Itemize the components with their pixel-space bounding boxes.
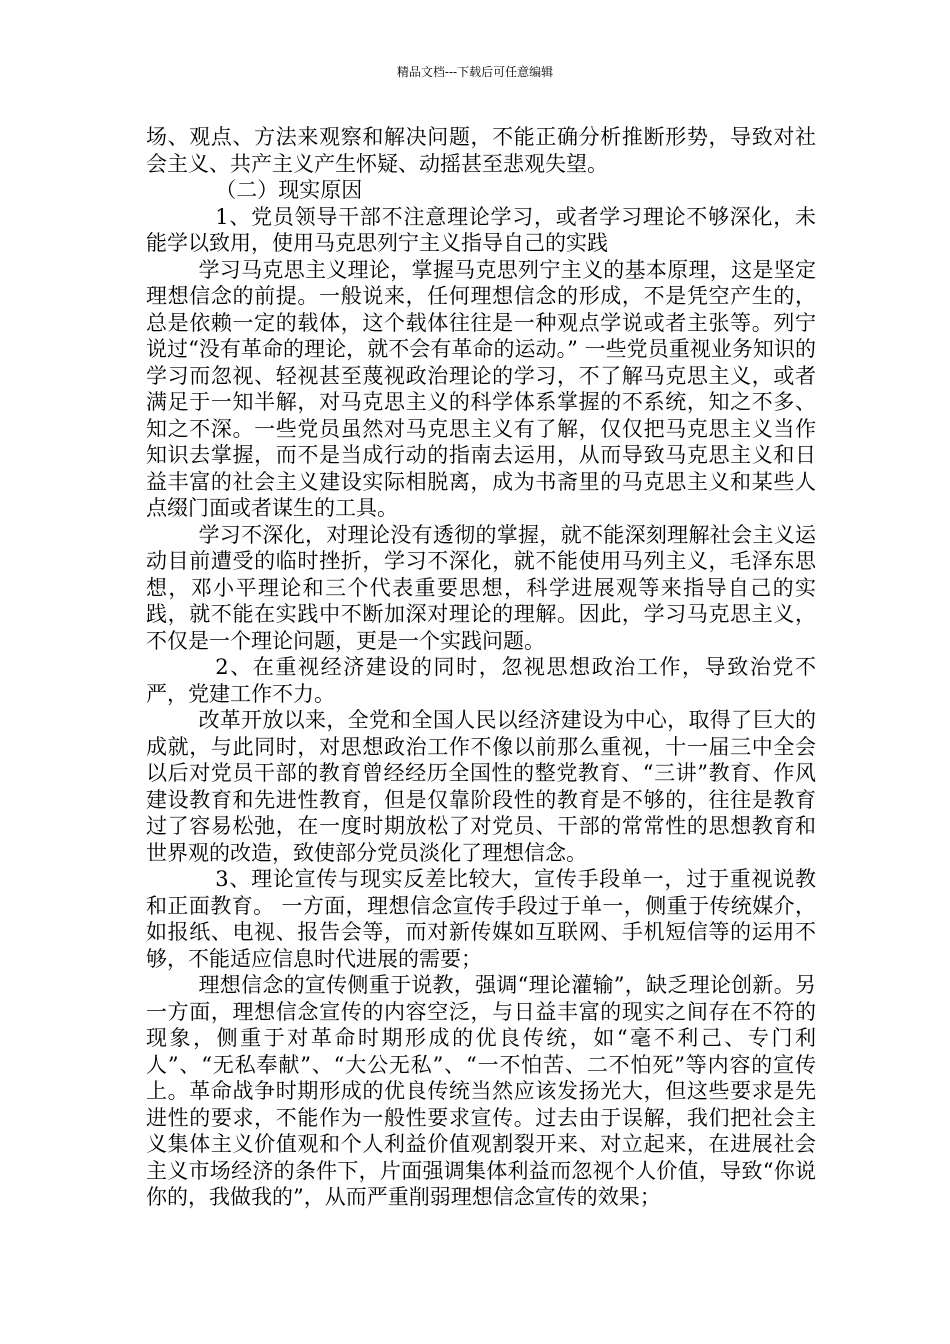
point-heading-2: 2、在重视经济建设的同时，忽视思想政治工作，导致治党不严，党建工作不力。 [146, 655, 816, 706]
section-heading: （二）现实原因 [215, 178, 363, 202]
paragraph: 学习不深化，对理论没有透彻的掌握，就不能深刻理解社会主义运动目前遭受的临时挫折，学习不深化，就不能使用马列主义，毛泽东思想，邓小平理论和三个代表重要思想，科学进展观等来指导自己的实践，就不能在实践中不断加深对理论的理解。因此，学习马克思主义，不仅是一个理论问题，更是一个实践问题。 [146, 522, 816, 653]
point-heading-3: 3、理论宣传与现实反差比较大，宣传手段单一，过于重视说教和正面教育。 一方面，理想信念宣传手段过于单一，侧重于传统媒介，如报纸、电视、报告会等，而对新传媒如互联网、手机短信等的运用不够，不能适应信息时代进展的需要； [146, 867, 816, 971]
point-heading-1: 1、党员领导干部不注意理论学习，或者学习理论不够深化，未能学以致用，使用马克思列宁主义指导自己的实践 [146, 204, 816, 255]
paragraph: 学习马克思主义理论，掌握马克思列宁主义的基本原理，这是坚定理想信念的前提。一般说来，任何理想信念的形成，不是凭空产生的，总是依赖一定的载体，这个载体往往是一种观点学说或者主张等。列宁说过“没有革命的理论，就不会有革命的运动。” 一些党员重视业务知识的学习而忽视、轻视甚至蔑视政治理论的学习，不了解马克思主义，或者满足于一知半解，对马克思主义的科学体系掌握的不系统，知之不多、知之不深。一些党员虽然对马克思主义有了解，仅仅把马克思主义当作知识去掌握，而不是当成行动的指南去运用，从而导致马克思主义和日益丰富的社会主义建设实际相脱离，成为书斋里的马克思主义和某些人点缀门面或者谋生的工具。 [146, 257, 816, 520]
paragraph: 理想信念的宣传侧重于说教，强调“理论灌输”，缺乏理论创新。另一方面，理想信念宣传的内容空泛，与日益丰富的现实之间存在不符的现象，侧重于对革命时期形成的优良传统，如“毫不利己、专门利人”、“无私奉献”、“大公无私”、“一不怕苦、二不怕死”等内容的宣传上。革命战争时期形成的优良传统当然应该发扬光大，但这些要求是先进性的要求，不能作为一般性要求宣传。过去由于误解，我们把社会主义集体主义价值观和个人利益价值观割裂开来、对立起来，在进展社会主义市场经济的条件下，片面强调集体利益而忽视个人价值，导致“你说你的，我做我的”，从而严重削弱理想信念宣传的效果； [146, 973, 816, 1209]
page-header: 精品文档---下载后可任意编辑 [396, 65, 554, 79]
paragraph-continuation: 场、观点、方法来观察和解决问题，不能正确分析推断形势，导致对社会主义、共产主义产生怀疑、动摇甚至悲观失望。 [146, 125, 816, 176]
document-body [146, 124, 816, 1211]
paragraph: 改革开放以来，全党和全国人民以经济建设为中心，取得了巨大的成就，与此同时，对思想政治工作不像以前那么重视，十一届三中全会以后对党员干部的教育曾经经历全国性的整党教育、“三讲”教育、作风建设教育和先进性教育，但是仅靠阶段性的教育是不够的，往往是教育过了容易松弛，在一度时期放松了对党员、干部的常常性的思想教育和世界观的改造，致使部分党员淡化了理想信念。 [146, 708, 816, 865]
